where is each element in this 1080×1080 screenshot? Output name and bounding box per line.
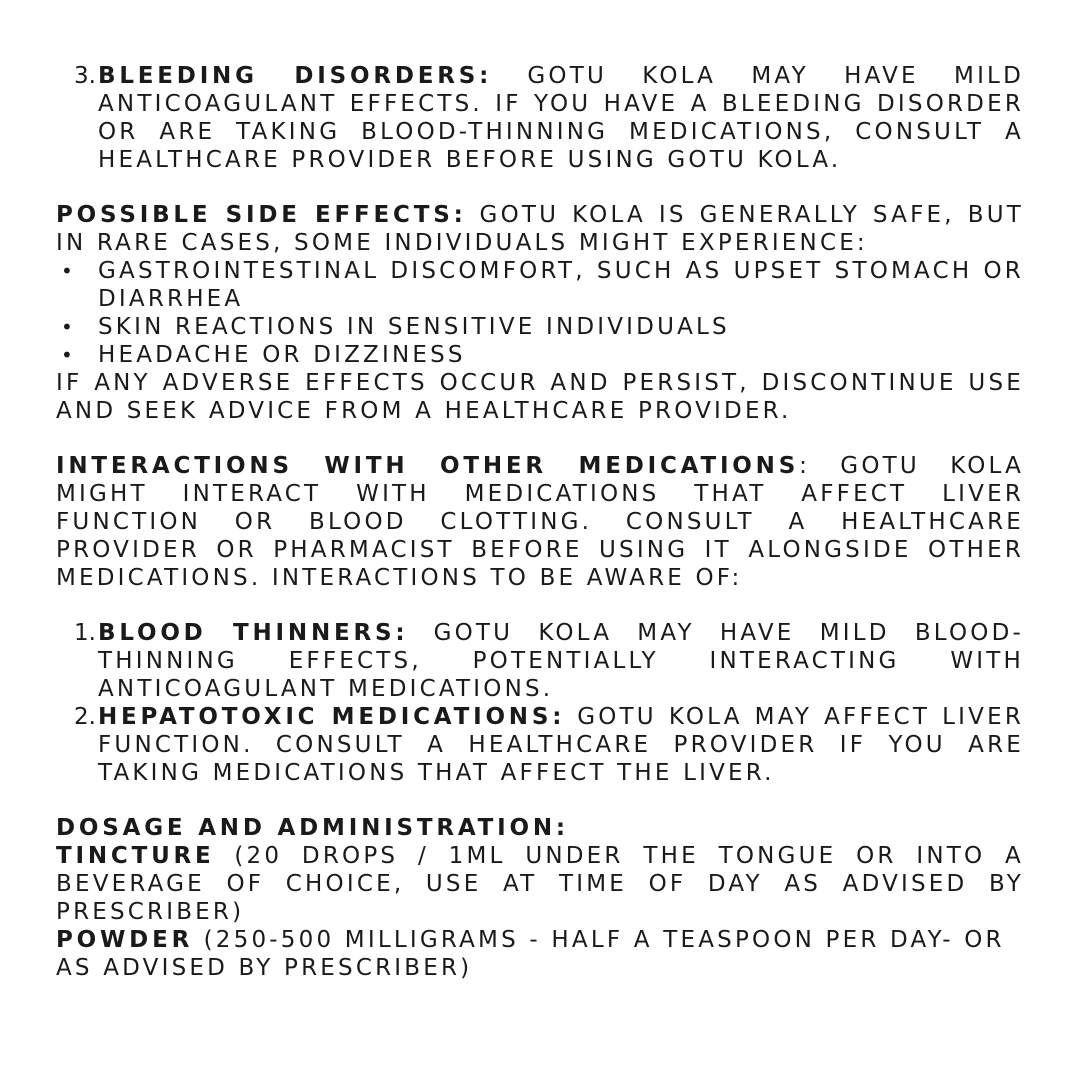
side-effect-text: HEADACHE OR DIZZINESS [98,342,466,368]
side-effects-intro [56,201,1024,257]
bullet-icon: • [61,343,76,367]
list-number: 3. [74,63,96,89]
interaction-heading: BLOOD THINNERS: [98,620,409,646]
tincture-text: (20 DROPS / 1ML UNDER THE TONGUE OR INTO A BEVERAGE OF CHOICE, USE AT TIME OF DAY AS ADVISED BY PRESCRIBER) [56,843,1024,925]
document-page [56,62,1024,982]
interactions-paragraph [56,452,1024,592]
spacer [56,787,1024,814]
list-item [56,341,1024,369]
list-number: 2. [74,704,96,730]
interaction-item-hepatotoxic [56,703,1024,787]
tincture-paragraph [56,842,1024,926]
bleeding-disorders-body: GOTU KOLA MAY HAVE MILD ANTICOAGULANT EFFECTS. IF YOU HAVE A BLEEDING DISORDER OR ARE TAKING BLOOD-THINNING MEDICATIONS, CONSULT A HEALTHCARE PROVIDER BEFORE USING GOTU KOLA. [98,63,1024,173]
dosage-heading-text: DOSAGE AND ADMINISTRATION: [56,815,569,841]
interaction-body: GOTU KOLA MAY HAVE MILD BLOOD-THINNING EFFECTS, POTENTIALLY INTERACTING WITH ANTICOAGULANT MEDICATIONS. [98,620,1025,702]
interaction-text [98,703,1024,787]
powder-paragraph [56,926,1024,982]
list-item [56,257,1024,313]
list-item [56,313,1024,341]
side-effect-text: SKIN REACTIONS IN SENSITIVE INDIVIDUALS [98,314,730,340]
tincture-label: TINCTURE [56,843,215,869]
interactions-text: : GOTU KOLA MIGHT INTERACT WITH MEDICATIONS THAT AFFECT LIVER FUNCTION OR BLOOD CLOTTING. CONSULT A HEALTHCARE PROVIDER OR PHARMACIST BEFORE USING IT ALONGSIDE OTHER MEDICATIONS. INTERACTIONS TO BE AWARE OF: [56,453,1025,591]
interactions-heading: INTERACTIONS WITH OTHER MEDICATIONS [56,453,800,479]
interaction-item-blood-thinners [56,619,1024,703]
interaction-text [98,619,1024,703]
spacer [56,174,1024,201]
interaction-body: GOTU KOLA MAY AFFECT LIVER FUNCTION. CONSULT A HEALTHCARE PROVIDER IF YOU ARE TAKING MEDICATIONS THAT AFFECT THE LIVER. [98,704,1024,786]
bullet-icon: • [61,315,76,339]
side-effects-heading: POSSIBLE SIDE EFFECTS: [56,202,467,228]
bleeding-disorders-item [56,62,1024,174]
dosage-heading [56,814,1024,842]
spacer [56,425,1024,452]
powder-label: POWDER [56,927,194,953]
list-number: 1. [74,620,96,646]
bleeding-disorders-heading: BLEEDING DISORDERS: [98,63,493,89]
spacer [56,592,1024,619]
interaction-heading: HEPATOTOXIC MEDICATIONS: [98,704,566,730]
powder-text: (250-500 MILLIGRAMS - HALF A TEASPOON PER DAY- OR AS ADVISED BY PRESCRIBER) [56,927,1005,981]
side-effects-intro-text: GOTU KOLA IS GENERALLY SAFE, BUT IN RARE CASES, SOME INDIVIDUALS MIGHT EXPERIENCE: [56,202,1024,256]
side-effect-text: GASTROINTESTINAL DISCOMFORT, SUCH AS UPSET STOMACH OR DIARRHEA [98,258,1024,312]
bleeding-disorders-text [98,62,1024,174]
bullet-icon: • [61,259,76,283]
side-effects-closing: IF ANY ADVERSE EFFECTS OCCUR AND PERSIST, DISCONTINUE USE AND SEEK ADVICE FROM A HEALTHCARE PROVIDER. [56,370,1024,424]
